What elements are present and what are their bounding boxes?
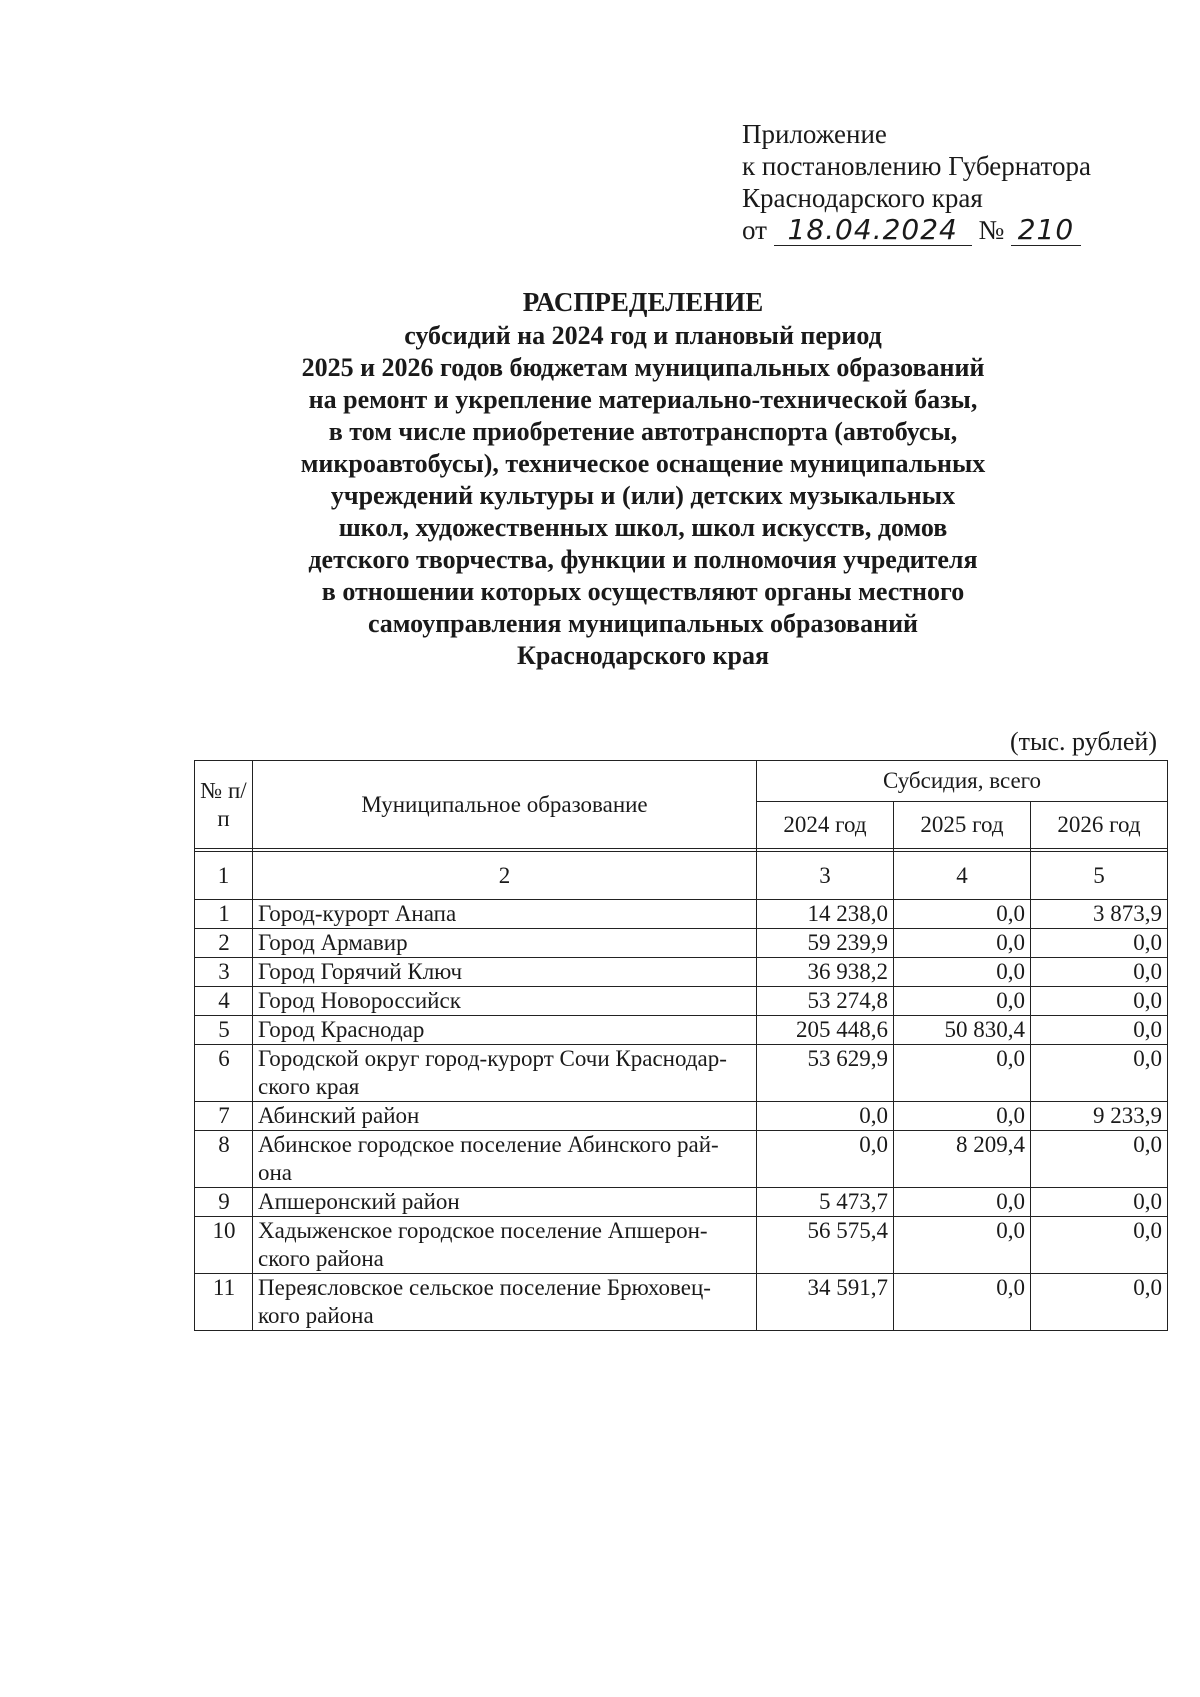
subsidy-distribution-table (194, 760, 1168, 1331)
appendix-header (742, 118, 1091, 246)
row-municipality: Город-курорт Анапа (253, 900, 757, 929)
row-value-2026: 0,0 (1031, 1045, 1168, 1102)
row-value-2026: 0,0 (1031, 987, 1168, 1016)
row-value-2024: 34 591,7 (757, 1274, 894, 1331)
row-value-2025: 0,0 (894, 900, 1031, 929)
row-municipality: Абинский район (253, 1102, 757, 1131)
title-line: Краснодарского края (516, 641, 770, 670)
table-row (195, 1102, 1168, 1131)
row-value-2026: 0,0 (1031, 1274, 1168, 1331)
row-value-2026: 0,0 (1031, 1131, 1168, 1188)
row-number: 2 (195, 929, 253, 958)
row-municipality: Абинское городское поселение Абинского рай-она (253, 1131, 757, 1188)
handwritten-date: 18.04.2024 (774, 215, 972, 246)
header-municipality: Муниципальное образование (253, 761, 757, 849)
handwritten-number: 210 (1011, 215, 1081, 246)
row-number: 8 (195, 1131, 253, 1188)
row-value-2024: 53 629,9 (757, 1045, 894, 1102)
row-number: 4 (195, 987, 253, 1016)
row-value-2026: 0,0 (1031, 929, 1168, 958)
appendix-date-line (742, 214, 1091, 246)
title-line: субсидий на 2024 год и плановый период (404, 321, 882, 350)
row-number: 7 (195, 1102, 253, 1131)
title-line: микроавтобусы), техническое оснащение муниципальных (300, 449, 986, 478)
row-value-2025: 0,0 (894, 987, 1031, 1016)
date-prefix: от (742, 215, 767, 245)
appendix-line-2: к постановлению Губернатора (742, 151, 1091, 181)
title-line: на ремонт и укрепление материально-технической базы, (308, 385, 978, 414)
row-number: 6 (195, 1045, 253, 1102)
row-value-2026: 0,0 (1031, 958, 1168, 987)
column-index: 3 (757, 852, 894, 900)
row-municipality: Апшеронский район (253, 1188, 757, 1217)
title-line: самоуправления муниципальных образований (367, 609, 919, 638)
row-value-2024: 56 575,4 (757, 1217, 894, 1274)
row-value-2026: 3 873,9 (1031, 900, 1168, 929)
row-number: 1 (195, 900, 253, 929)
title-main: РАСПРЕДЕЛЕНИЕ (522, 287, 764, 317)
appendix-line-1: Приложение (742, 119, 887, 149)
row-value-2025: 0,0 (894, 1188, 1031, 1217)
row-value-2024: 0,0 (757, 1102, 894, 1131)
row-value-2026: 0,0 (1031, 1217, 1168, 1274)
row-value-2024: 14 238,0 (757, 900, 894, 929)
row-number: 5 (195, 1016, 253, 1045)
row-municipality: Город Горячий Ключ (253, 958, 757, 987)
row-municipality: Переясловское сельское поселение Брюховец-кого района (253, 1274, 757, 1331)
table-row (195, 1016, 1168, 1045)
title-line: в том числе приобретение автотранспорта (автобусы, (328, 417, 958, 446)
row-municipality: Город Армавир (253, 929, 757, 958)
row-value-2026: 0,0 (1031, 1188, 1168, 1217)
column-index: 1 (195, 852, 253, 900)
row-value-2025: 0,0 (894, 1217, 1031, 1274)
row-value-2025: 50 830,4 (894, 1016, 1031, 1045)
title-line: в отношении которых осуществляют органы местного (321, 577, 965, 606)
row-value-2025: 0,0 (894, 958, 1031, 987)
header-number: № п/п (195, 761, 253, 849)
row-number: 11 (195, 1274, 253, 1331)
number-prefix: № (978, 215, 1005, 245)
table-row (195, 1217, 1168, 1274)
row-municipality: Хадыженское городское поселение Апшерон-ского района (253, 1217, 757, 1274)
table-row (195, 1045, 1168, 1102)
units-label: (тыс. рублей) (1009, 727, 1157, 756)
title-line: школ, художественных школ, школ искусств, домов (338, 513, 948, 542)
row-number: 3 (195, 958, 253, 987)
row-value-2024: 0,0 (757, 1131, 894, 1188)
row-value-2024: 5 473,7 (757, 1188, 894, 1217)
column-index: 5 (1031, 852, 1168, 900)
row-value-2025: 0,0 (894, 1102, 1031, 1131)
row-value-2025: 0,0 (894, 1045, 1031, 1102)
row-value-2024: 53 274,8 (757, 987, 894, 1016)
row-municipality: Городской округ город-курорт Сочи Краснодар-ского края (253, 1045, 757, 1102)
row-value-2026: 0,0 (1031, 1016, 1168, 1045)
row-number: 10 (195, 1217, 253, 1274)
row-value-2026: 9 233,9 (1031, 1102, 1168, 1131)
table-body (195, 849, 1168, 1331)
table-row (195, 958, 1168, 987)
row-value-2024: 36 938,2 (757, 958, 894, 987)
title-line: учреждений культуры и (или) детских музыкальных (330, 481, 956, 510)
row-municipality: Город Краснодар (253, 1016, 757, 1045)
row-value-2024: 205 448,6 (757, 1016, 894, 1045)
row-value-2025: 0,0 (894, 1274, 1031, 1331)
column-index: 2 (253, 852, 757, 900)
row-municipality: Город Новороссийск (253, 987, 757, 1016)
header-2025: 2025 год (894, 802, 1031, 849)
header-2026: 2026 год (1031, 802, 1168, 849)
column-index-row (195, 852, 1168, 900)
table-row (195, 929, 1168, 958)
table-row (195, 987, 1168, 1016)
column-index: 4 (894, 852, 1031, 900)
row-value-2024: 59 239,9 (757, 929, 894, 958)
row-value-2025: 0,0 (894, 929, 1031, 958)
header-subsidy-total: Субсидия, всего (757, 761, 1168, 802)
appendix-line-3: Краснодарского края (742, 183, 983, 213)
document-title (240, 285, 1046, 672)
table-row (195, 1131, 1168, 1188)
title-line: детского творчества, функции и полномочия учредителя (308, 545, 978, 574)
table-row (195, 1274, 1168, 1331)
row-value-2025: 8 209,4 (894, 1131, 1031, 1188)
table-row (195, 900, 1168, 929)
row-number: 9 (195, 1188, 253, 1217)
title-line: 2025 и 2026 годов бюджетам муниципальных образований (301, 353, 985, 382)
header-2024: 2024 год (757, 802, 894, 849)
table-row (195, 1188, 1168, 1217)
